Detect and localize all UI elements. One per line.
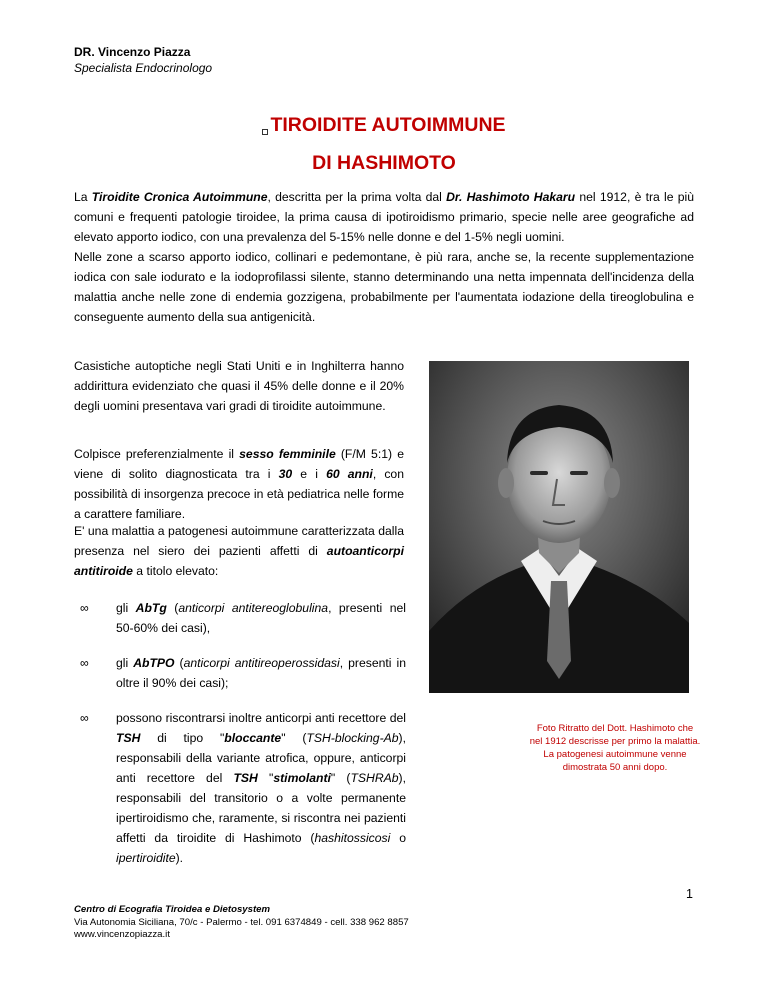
portrait-illustration xyxy=(429,361,689,693)
list-text: ). xyxy=(175,851,184,865)
intro-text: La xyxy=(74,190,92,204)
patho-text: E' una malattia a patogenesi autoimmune caratterizzata dalla presenza nel siero dei pazienti affetti di xyxy=(74,524,404,558)
list-term: TSH xyxy=(116,731,141,745)
list-text: ), responsabili della variante atrofica, oppure, anticorpi anti recettore del xyxy=(116,731,406,785)
list-text: possono riscontrarsi inoltre anticorpi anti recettore del xyxy=(116,711,406,725)
list-text: " xyxy=(257,771,274,785)
footer-address: Via Autonomia Siciliana, 70/c - Palermo - tel. 091 6374849 - cell. 338 962 8857 xyxy=(74,916,409,928)
list-term: TSH xyxy=(233,771,258,785)
intro-text: nel 1912, è tra le più comuni e frequenti patologie tiroidee, la prima causa di ipotiroidismo primario, specie nelle aree geografiche ad elevato apporto iodico, con una prevalenza del 5-15% nelle donne e del 1-5% negli uomini. xyxy=(74,190,694,244)
title-line-1-text: TIROIDITE AUTOIMMUNE xyxy=(270,114,506,136)
portrait-photo xyxy=(429,361,689,693)
age-max: 60 anni xyxy=(326,467,373,481)
list-italic: TSHRAb xyxy=(350,771,399,785)
caption-line: Foto Ritratto del Dott. Hashimoto che xyxy=(536,723,694,734)
intro-paragraph xyxy=(74,187,694,327)
caption-line: nel 1912 descrisse per primo la malattia. xyxy=(529,736,701,747)
list-item xyxy=(74,598,406,638)
list-text: , presenti in oltre il 90% dei casi); xyxy=(116,656,406,690)
bullet-icon: ∞ xyxy=(80,601,89,615)
sex-term: sesso femminile xyxy=(239,447,336,461)
list-text: o xyxy=(390,831,406,845)
age-min: 30 xyxy=(278,467,293,481)
list-term: stimolanti xyxy=(273,771,331,785)
list-text: " ( xyxy=(330,771,351,785)
sex-text: (F/M 5:1) e viene di solito diagnosticata tra i xyxy=(74,447,404,481)
footer-website[interactable]: www.vincenzopiazza.it xyxy=(74,929,170,940)
list-text: ), responsabili del transitorio o a volte permanente ipertiroidismo che, raramente, si riscontra nei pazienti affetti da tiroidite di Hashimoto ( xyxy=(116,771,406,845)
list-item xyxy=(74,653,406,693)
caption-line: dimostrata 50 anni dopo. xyxy=(562,762,668,773)
list-text: " ( xyxy=(281,731,307,745)
caption-line: La patogenesi autoimmune venne xyxy=(543,749,687,760)
document-footer xyxy=(74,904,409,942)
author-role: Specialista Endocrinologo xyxy=(74,61,213,75)
title-line-1 xyxy=(0,114,768,137)
patho-term: autoanticorpi antitiroide xyxy=(74,544,404,578)
list-text: ( xyxy=(174,656,184,670)
list-text: ( xyxy=(166,601,179,615)
bullet-icon: ∞ xyxy=(80,711,89,725)
bookmark-marker-icon xyxy=(262,129,268,135)
list-text: di tipo " xyxy=(140,731,225,745)
bullet-icon: ∞ xyxy=(80,656,89,670)
list-text: , presenti nel 50-60% dei casi), xyxy=(116,601,406,635)
list-term: bloccante xyxy=(224,731,282,745)
intro-doctor-name: Dr. Hashimoto Hakaru xyxy=(446,190,576,204)
list-item xyxy=(74,708,406,868)
intro-term: Tiroidite Cronica Autoimmune xyxy=(91,190,268,204)
antibody-list xyxy=(74,598,406,868)
list-italic: anticorpi antitereoglobulina xyxy=(178,601,329,615)
page-number: 1 xyxy=(686,887,693,901)
intro-text-2: Nelle zone a scarso apporto iodico, collinari e pedemontane, è più rara, anche se, la recente supplementazione iodica con sale iodurato e la iodoprofilassi silente, stanno determinando una netta impennata dell'incidenza della malattia anche nelle zone di endemia gozzigena, probabilmente per l'aumentata iodazione della tireoglobulina e conseguente aumento della sua antigenicità. xyxy=(74,250,694,324)
sex-text: , con possibilità di insorgenza precoce in età pediatrica nelle forme a carattere familiare. xyxy=(74,467,404,521)
list-italic: ipertiroidite xyxy=(116,851,176,865)
intro-text: , descritta per la prima volta dal xyxy=(267,190,447,204)
list-italic: hashitossicosi xyxy=(314,831,391,845)
list-italic: anticorpi antitireoperossidasi xyxy=(183,656,340,670)
document-header xyxy=(74,44,212,76)
sex-paragraph xyxy=(74,444,404,524)
sex-text: Colpisce preferenzialmente il xyxy=(74,447,240,461)
title-line-2: DI HASHIMOTO xyxy=(312,152,456,174)
list-text: gli xyxy=(116,601,136,615)
patho-text: a titolo elevato: xyxy=(132,564,219,578)
list-italic: TSH-blocking-Ab xyxy=(306,731,399,745)
list-term: AbTPO xyxy=(133,656,175,670)
list-term: AbTg xyxy=(135,601,167,615)
photo-caption xyxy=(500,722,730,774)
pathogenesis-paragraph xyxy=(74,521,404,581)
footer-center-name: Centro di Ecografia Tiroidea e Dietosystem xyxy=(74,904,271,915)
autopsy-paragraph: Casistiche autoptiche negli Stati Uniti e in Inghilterra hanno addirittura evidenziato che quasi il 45% delle donne e il 20% degli uomini presentava vari gradi di tiroidite autoimmune. xyxy=(74,359,404,413)
list-text: gli xyxy=(116,656,134,670)
sex-text: e i xyxy=(292,467,327,481)
author-name: DR. Vincenzo Piazza xyxy=(74,45,191,59)
